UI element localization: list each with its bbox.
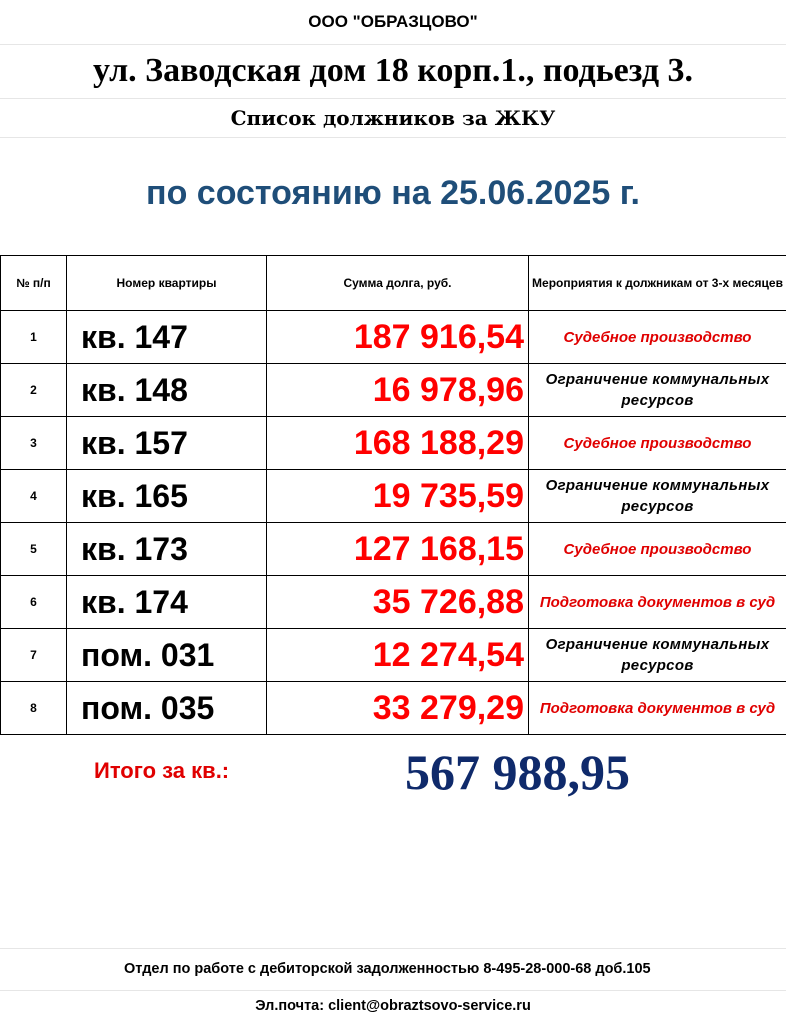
- apartment-number: кв. 148: [67, 364, 267, 417]
- apartment-number: кв. 165: [67, 470, 267, 523]
- as-of-date: по состоянию на 25.06.2025 г.: [146, 174, 640, 212]
- footer-email: Эл.почта: client@obraztsovo-service.ru: [255, 998, 531, 1014]
- apartment-number: кв. 173: [67, 523, 267, 576]
- table-row: [1, 311, 786, 364]
- row-number: 3: [1, 417, 67, 470]
- gridline: [0, 98, 786, 99]
- debt-action: Судебное производство: [529, 523, 786, 576]
- row-number: 5: [1, 523, 67, 576]
- debt-action: Подготовка документов в суд: [529, 682, 786, 735]
- column-header-actions: Мероприятия к должникам от 3-х месяцев: [529, 256, 786, 311]
- row-number: 8: [1, 682, 67, 735]
- list-title: Список должников за ЖКУ: [230, 106, 556, 130]
- row-number: 7: [1, 629, 67, 682]
- debtors-table: [0, 255, 786, 735]
- debt-action: Ограничение коммунальных ресурсов: [529, 629, 786, 682]
- column-header-apartment: Номер квартиры: [67, 256, 267, 311]
- debt-amount: 168 188,29: [267, 417, 529, 470]
- footer-department-contact: Отдел по работе с дебиторской задолженностью 8-495-28-000-68 доб.105: [124, 961, 651, 977]
- gridline: [0, 137, 786, 138]
- table-row: [1, 629, 786, 682]
- column-header-number: № п/п: [1, 256, 67, 311]
- gridline: [0, 44, 786, 45]
- apartment-number: пом. 031: [67, 629, 267, 682]
- debt-amount: 19 735,59: [267, 470, 529, 523]
- debt-amount: 12 274,54: [267, 629, 529, 682]
- apartment-number: кв. 157: [67, 417, 267, 470]
- row-number: 4: [1, 470, 67, 523]
- debt-action: Судебное производство: [529, 311, 786, 364]
- total-value: 567 988,95: [405, 744, 630, 800]
- table-header-row: [1, 256, 786, 311]
- row-number: 2: [1, 364, 67, 417]
- debt-action: Судебное производство: [529, 417, 786, 470]
- table-row: [1, 682, 786, 735]
- apartment-number: кв. 174: [67, 576, 267, 629]
- table-row: [1, 470, 786, 523]
- column-header-debt: Сумма долга, руб.: [267, 256, 529, 311]
- company-name: ООО "ОБРАЗЦОВО": [308, 12, 478, 31]
- table-row: [1, 523, 786, 576]
- table-row: [1, 417, 786, 470]
- row-number: 1: [1, 311, 67, 364]
- debt-amount: 127 168,15: [267, 523, 529, 576]
- apartment-number: кв. 147: [67, 311, 267, 364]
- apartment-number: пом. 035: [67, 682, 267, 735]
- debt-amount: 33 279,29: [267, 682, 529, 735]
- table-row: [1, 364, 786, 417]
- total-label: Итого за кв.:: [94, 758, 230, 783]
- debt-amount: 35 726,88: [267, 576, 529, 629]
- debt-amount: 187 916,54: [267, 311, 529, 364]
- debt-amount: 16 978,96: [267, 364, 529, 417]
- debt-action: Ограничение коммунальных ресурсов: [529, 364, 786, 417]
- debt-action: Подготовка документов в суд: [529, 576, 786, 629]
- table-row: [1, 576, 786, 629]
- building-address: ул. Заводская дом 18 корп.1., подьезд 3.: [92, 52, 694, 89]
- debt-action: Ограничение коммунальных ресурсов: [529, 470, 786, 523]
- row-number: 6: [1, 576, 67, 629]
- gridline: [0, 990, 786, 991]
- gridline: [0, 948, 786, 949]
